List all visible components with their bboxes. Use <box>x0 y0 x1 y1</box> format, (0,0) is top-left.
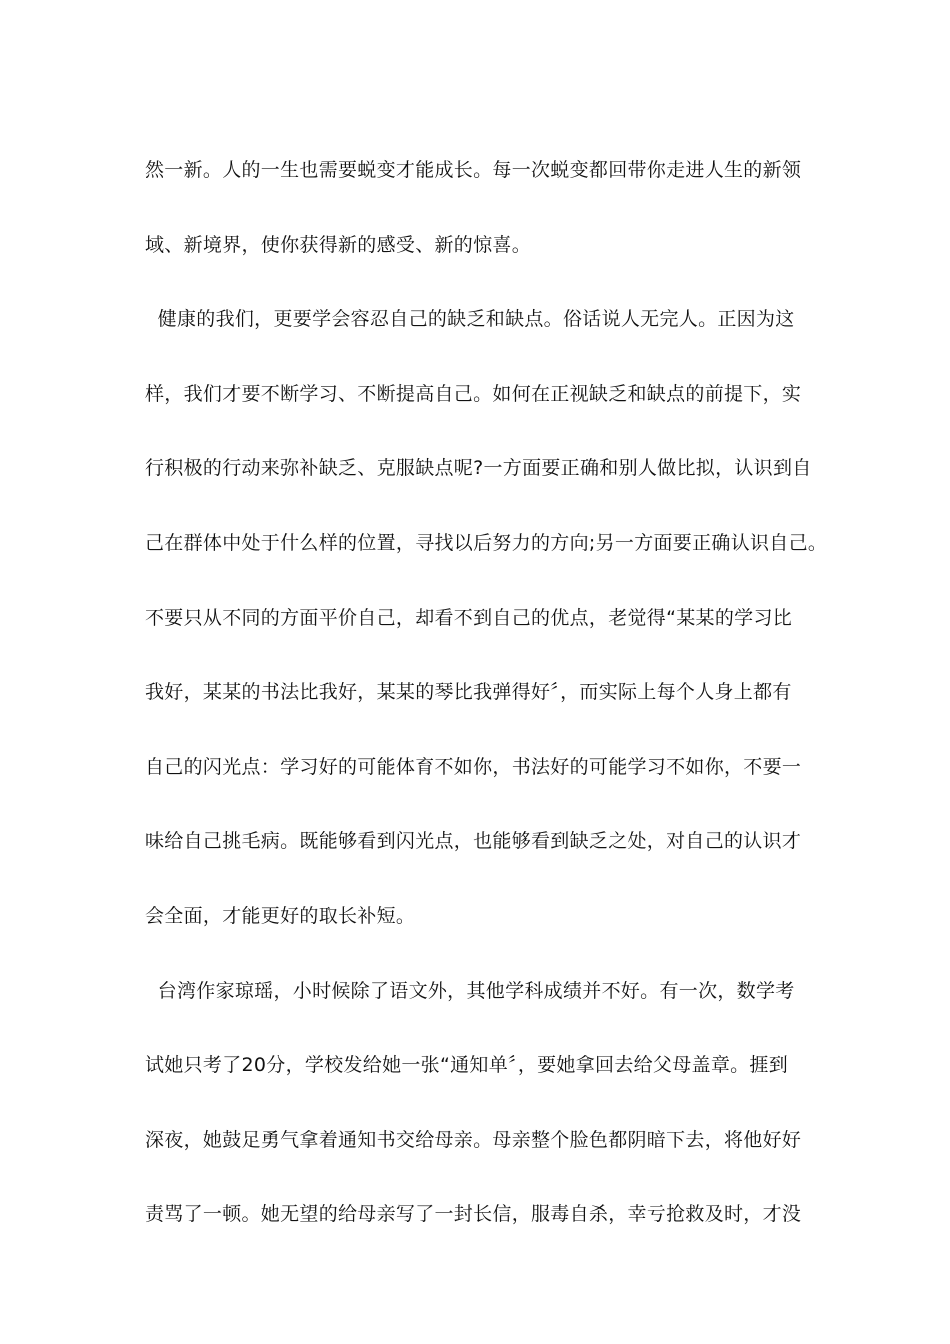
text-line-13: 试她只考了20分，学校发给她一张“通知单〞，要她拿回去给父母盖章。捱到 <box>145 1054 789 1077</box>
text-line-6: 己在群体中处于什么样的位置，寻找以后努力的方向;另一方面要正确认识自己。 <box>145 531 828 554</box>
text-line-10: 味给自己挑毛病。既能够看到闪光点，也能够看到缺乏之处，对自己的认识才 <box>145 830 802 853</box>
text-line-12: 台湾作家琼瑶，小时候除了语文外，其他学科成绩并不好。有一次，数学考 <box>145 979 795 1002</box>
text-line-11: 会全面，才能更好的取长补短。 <box>145 904 416 927</box>
text-line-8: 我好，某某的书法比我好，某某的琴比我弹得好〞，而实际上每个人身上都有 <box>145 681 792 704</box>
body-text <box>145 133 828 1252</box>
text-line-3: 健康的我们，更要学会容忍自己的缺乏和缺点。俗话说人无完人。正因为这 <box>145 308 795 331</box>
text-line-7: 不要只从不同的方面平价自己，却看不到自己的优点，老觉得“某某的学习比 <box>145 606 793 629</box>
text-line-5: 行积极的行动来弥补缺乏、克服缺点呢?一方面要正确和别人做比拟，认识到自 <box>145 457 812 480</box>
text-line-4: 样，我们才要不断学习、不断提高自己。如何在正视缺乏和缺点的前提下，实 <box>145 382 802 405</box>
text-line-2: 域、新境界，使你获得新的感受、新的惊喜。 <box>145 233 532 256</box>
text-line-15: 责骂了一顿。她无望的给母亲写了一封长信，服毒自杀，幸亏抢救及时，才没 <box>145 1203 802 1226</box>
text-line-14: 深夜，她鼓足勇气拿着通知书交给母亲。母亲整个脸色都阴暗下去，将他好好 <box>145 1128 802 1151</box>
text-line-9: 自己的闪光点：学习好的可能体育不如你，书法好的可能学习不如你，不要一 <box>145 755 802 778</box>
text-line-1: 然一新。人的一生也需要蜕变才能成长。每一次蜕变都回带你走进人生的新领 <box>145 159 802 181</box>
